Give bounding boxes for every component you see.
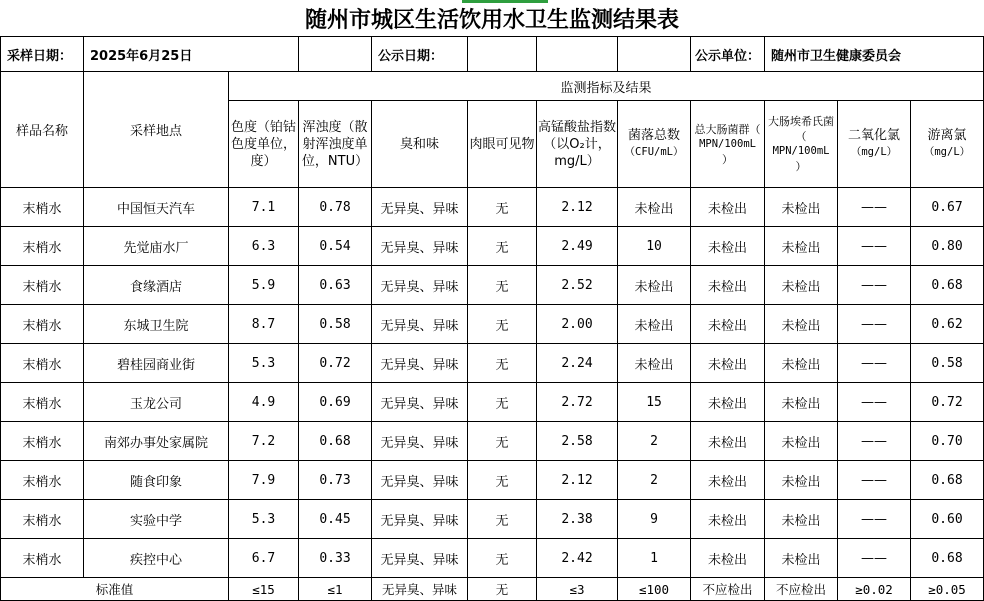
standard-ecoli: 不应检出 <box>765 578 838 601</box>
free-chlorine-cell: 0.58 <box>911 344 984 383</box>
odor-cell: 无异臭、异味 <box>372 344 468 383</box>
odor-cell: 无异臭、异味 <box>372 422 468 461</box>
free-chlorine-cell: 0.60 <box>911 500 984 539</box>
header-chlorine-dioxide <box>838 101 911 188</box>
meta-row <box>1 37 984 72</box>
standard-visible: 无 <box>468 578 537 601</box>
sample-name-cell: 末梢水 <box>1 188 84 227</box>
location-cell: 食缘酒店 <box>84 266 229 305</box>
turbidity-cell: 0.45 <box>299 500 372 539</box>
coliform-cell: 未检出 <box>691 500 765 539</box>
free-chlorine-cell: 0.72 <box>911 383 984 422</box>
odor-cell: 无异臭、异味 <box>372 266 468 305</box>
sample-name-cell: 末梢水 <box>1 227 84 266</box>
chlorine-dioxide-cell: —— <box>838 266 911 305</box>
permanganate-cell: 2.49 <box>537 227 618 266</box>
location-cell: 先觉庙水厂 <box>84 227 229 266</box>
table-row <box>1 539 984 578</box>
header-colony <box>618 101 691 188</box>
ecoli-cell: 未检出 <box>765 266 838 305</box>
header-ecoli-label: 大肠埃希氏菌（ <box>768 115 835 143</box>
ecoli-cell: 未检出 <box>765 227 838 266</box>
publish-date-label: 公示日期： <box>372 37 468 72</box>
sample-name-cell: 末梢水 <box>1 422 84 461</box>
permanganate-cell: 2.00 <box>537 305 618 344</box>
table-row <box>1 383 984 422</box>
coliform-cell: 未检出 <box>691 227 765 266</box>
chlorine-dioxide-cell: —— <box>838 461 911 500</box>
coliform-cell: 未检出 <box>691 461 765 500</box>
table-row <box>1 188 984 227</box>
permanganate-cell: 2.58 <box>537 422 618 461</box>
color-cell: 5.3 <box>229 500 299 539</box>
coliform-cell: 未检出 <box>691 539 765 578</box>
turbidity-cell: 0.78 <box>299 188 372 227</box>
header-coliform-close: ） <box>722 152 734 166</box>
standard-label: 标准值 <box>1 578 229 601</box>
standard-row <box>1 578 984 601</box>
header-coliform <box>691 101 765 188</box>
colony-cell: 9 <box>618 500 691 539</box>
table-row <box>1 344 984 383</box>
header-free-chlorine <box>911 101 984 188</box>
sample-name-cell: 末梢水 <box>1 383 84 422</box>
header-permanganate: 高锰酸盐指数（以O₂计，mg/L） <box>537 101 618 188</box>
header-odor: 臭和味 <box>372 101 468 188</box>
chlorine-dioxide-cell: —— <box>838 188 911 227</box>
colony-cell: 10 <box>618 227 691 266</box>
visible-cell: 无 <box>468 539 537 578</box>
permanganate-cell: 2.72 <box>537 383 618 422</box>
header-group-row <box>1 72 984 101</box>
meta-empty-cell <box>618 37 691 72</box>
publish-unit-value: 随州市卫生健康委员会 <box>765 37 984 72</box>
ecoli-cell: 未检出 <box>765 422 838 461</box>
permanganate-cell: 2.12 <box>537 188 618 227</box>
standard-coliform: 不应检出 <box>691 578 765 601</box>
color-cell: 5.3 <box>229 344 299 383</box>
odor-cell: 无异臭、异味 <box>372 383 468 422</box>
odor-cell: 无异臭、异味 <box>372 539 468 578</box>
location-cell: 中国恒天汽车 <box>84 188 229 227</box>
table-row <box>1 266 984 305</box>
location-cell: 东城卫生院 <box>84 305 229 344</box>
chlorine-dioxide-cell: —— <box>838 422 911 461</box>
page-title: 随州市城区生活饮用水卫生监测结果表 <box>304 7 679 33</box>
turbidity-cell: 0.33 <box>299 539 372 578</box>
free-chlorine-cell: 0.67 <box>911 188 984 227</box>
color-cell: 7.9 <box>229 461 299 500</box>
location-cell: 玉龙公司 <box>84 383 229 422</box>
publish-date-value <box>468 37 537 72</box>
free-chlorine-cell: 0.70 <box>911 422 984 461</box>
chlorine-dioxide-cell: —— <box>838 344 911 383</box>
location-cell: 随食印象 <box>84 461 229 500</box>
location-cell: 南郊办事处家属院 <box>84 422 229 461</box>
odor-cell: 无异臭、异味 <box>372 188 468 227</box>
ecoli-cell: 未检出 <box>765 344 838 383</box>
color-cell: 4.9 <box>229 383 299 422</box>
header-colony-label: 菌落总数 <box>628 128 681 143</box>
header-chlorine-dioxide-unit: （mg/L） <box>850 146 898 158</box>
odor-cell: 无异臭、异味 <box>372 305 468 344</box>
ecoli-cell: 未检出 <box>765 383 838 422</box>
table-row <box>1 461 984 500</box>
turbidity-cell: 0.54 <box>299 227 372 266</box>
table-row <box>1 227 984 266</box>
coliform-cell: 未检出 <box>691 422 765 461</box>
coliform-cell: 未检出 <box>691 344 765 383</box>
header-ecoli-close: ） <box>795 160 807 173</box>
chlorine-dioxide-cell: —— <box>838 227 911 266</box>
header-coliform-label: 总大肠菌群（ <box>694 122 761 136</box>
header-color: 色度（铂钴色度单位，度） <box>229 101 299 188</box>
free-chlorine-cell: 0.68 <box>911 539 984 578</box>
colony-cell: 未检出 <box>618 266 691 305</box>
chlorine-dioxide-cell: —— <box>838 500 911 539</box>
header-ecoli-unit: MPN/100mL <box>772 145 830 157</box>
table-row <box>1 422 984 461</box>
odor-cell: 无异臭、异味 <box>372 227 468 266</box>
visible-cell: 无 <box>468 227 537 266</box>
color-cell: 5.9 <box>229 266 299 305</box>
location-cell: 疾控中心 <box>84 539 229 578</box>
colony-cell: 未检出 <box>618 188 691 227</box>
header-free-chlorine-unit: （mg/L） <box>923 146 971 158</box>
colony-cell: 1 <box>618 539 691 578</box>
turbidity-cell: 0.68 <box>299 422 372 461</box>
turbidity-cell: 0.73 <box>299 461 372 500</box>
colony-cell: 2 <box>618 461 691 500</box>
color-cell: 7.1 <box>229 188 299 227</box>
turbidity-cell: 0.72 <box>299 344 372 383</box>
meta-empty-cell <box>299 37 372 72</box>
header-visible: 肉眼可见物 <box>468 101 537 188</box>
free-chlorine-cell: 0.62 <box>911 305 984 344</box>
chlorine-dioxide-cell: —— <box>838 383 911 422</box>
header-turbidity: 浑浊度（散射浑浊度单位，NTU） <box>299 101 372 188</box>
color-cell: 6.7 <box>229 539 299 578</box>
permanganate-cell: 2.24 <box>537 344 618 383</box>
visible-cell: 无 <box>468 188 537 227</box>
coliform-cell: 未检出 <box>691 383 765 422</box>
header-ecoli <box>765 101 838 188</box>
odor-cell: 无异臭、异味 <box>372 461 468 500</box>
standard-free-chlorine: ≥0.05 <box>911 578 984 601</box>
colony-cell: 15 <box>618 383 691 422</box>
visible-cell: 无 <box>468 500 537 539</box>
permanganate-cell: 2.38 <box>537 500 618 539</box>
ecoli-cell: 未检出 <box>765 305 838 344</box>
ecoli-cell: 未检出 <box>765 500 838 539</box>
sample-date-label: 采样日期： <box>1 37 84 72</box>
sample-name-cell: 末梢水 <box>1 461 84 500</box>
ecoli-cell: 未检出 <box>765 461 838 500</box>
turbidity-cell: 0.69 <box>299 383 372 422</box>
header-free-chlorine-label: 游离氯 <box>927 128 967 143</box>
standard-permanganate: ≤3 <box>537 578 618 601</box>
sample-name-cell: 末梢水 <box>1 266 84 305</box>
visible-cell: 无 <box>468 422 537 461</box>
visible-cell: 无 <box>468 383 537 422</box>
sample-name-cell: 末梢水 <box>1 305 84 344</box>
permanganate-cell: 2.52 <box>537 266 618 305</box>
standard-color: ≤15 <box>229 578 299 601</box>
turbidity-cell: 0.63 <box>299 266 372 305</box>
odor-cell: 无异臭、异味 <box>372 500 468 539</box>
chlorine-dioxide-cell: —— <box>838 539 911 578</box>
table-row <box>1 305 984 344</box>
color-cell: 7.2 <box>229 422 299 461</box>
chlorine-dioxide-cell: —— <box>838 305 911 344</box>
free-chlorine-cell: 0.68 <box>911 461 984 500</box>
header-sample-name: 样品名称 <box>1 72 84 188</box>
visible-cell: 无 <box>468 305 537 344</box>
colony-cell: 2 <box>618 422 691 461</box>
header-indicators-group: 监测指标及结果 <box>229 72 984 101</box>
coliform-cell: 未检出 <box>691 305 765 344</box>
location-cell: 碧桂园商业街 <box>84 344 229 383</box>
sample-date-value: 2025年6月25日 <box>84 37 299 72</box>
publish-unit-label: 公示单位： <box>691 37 765 72</box>
colony-cell: 未检出 <box>618 305 691 344</box>
ecoli-cell: 未检出 <box>765 539 838 578</box>
header-coliform-unit: MPN/100mL <box>699 137 756 150</box>
visible-cell: 无 <box>468 461 537 500</box>
meta-empty-cell <box>537 37 618 72</box>
standard-odor: 无异臭、异味 <box>372 578 468 601</box>
turbidity-cell: 0.58 <box>299 305 372 344</box>
header-colony-unit: （CFU/mL） <box>624 146 684 158</box>
color-cell: 6.3 <box>229 227 299 266</box>
coliform-cell: 未检出 <box>691 266 765 305</box>
color-cell: 8.7 <box>229 305 299 344</box>
standard-chlorine-dioxide: ≥0.02 <box>838 578 911 601</box>
table-row <box>1 500 984 539</box>
free-chlorine-cell: 0.80 <box>911 227 984 266</box>
standard-turbidity: ≤1 <box>299 578 372 601</box>
visible-cell: 无 <box>468 266 537 305</box>
permanganate-cell: 2.12 <box>537 461 618 500</box>
header-chlorine-dioxide-label: 二氧化氯 <box>848 128 901 143</box>
location-cell: 实验中学 <box>84 500 229 539</box>
sample-name-cell: 末梢水 <box>1 344 84 383</box>
sample-name-cell: 末梢水 <box>1 539 84 578</box>
sample-name-cell: 末梢水 <box>1 500 84 539</box>
coliform-cell: 未检出 <box>691 188 765 227</box>
monitoring-table <box>0 36 984 601</box>
permanganate-cell: 2.42 <box>537 539 618 578</box>
colony-cell: 未检出 <box>618 344 691 383</box>
standard-colony: ≤100 <box>618 578 691 601</box>
visible-cell: 无 <box>468 344 537 383</box>
free-chlorine-cell: 0.68 <box>911 266 984 305</box>
ecoli-cell: 未检出 <box>765 188 838 227</box>
header-location: 采样地点 <box>84 72 229 188</box>
